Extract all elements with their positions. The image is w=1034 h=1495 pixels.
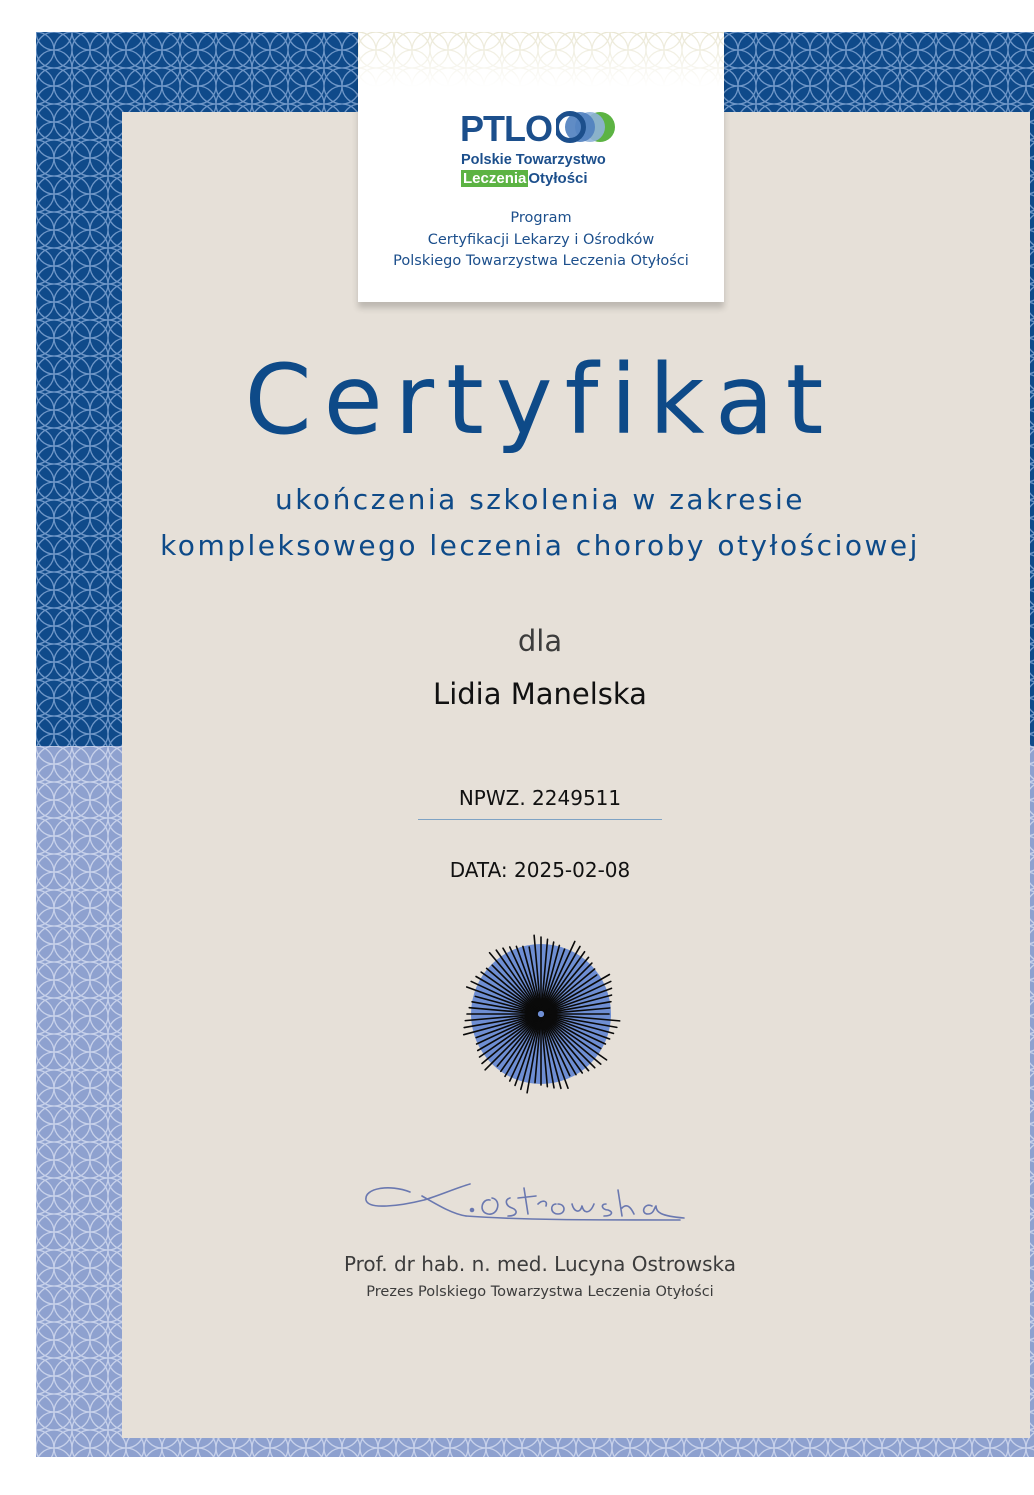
logo-org-rest: Otyłości xyxy=(528,170,588,187)
program-line2: Certyfikacji Lekarzy i Ośrodków xyxy=(427,232,655,248)
logo-mark: PTLO xyxy=(460,108,552,149)
program-line3: Polskiego Towarzystwa Leczenia Otyłości xyxy=(393,253,689,269)
for-label: dla xyxy=(517,624,563,658)
recipient-name: Lidia Manelska xyxy=(433,677,647,711)
certificate-date: DATA: 2025-02-08 xyxy=(449,858,631,882)
certificate-subtitle-line1: ukończenia szkolenia w zakresie xyxy=(274,483,806,516)
certificate-title: Certyfikat xyxy=(244,344,836,456)
npwz-underline xyxy=(418,819,662,820)
certificate-panel xyxy=(122,112,1030,1438)
program-line1: Program xyxy=(510,210,572,226)
logo-org-highlight: Leczenia xyxy=(463,170,527,187)
starburst-seal-icon xyxy=(452,925,630,1103)
signer-name: Prof. dr hab. n. med. Lucyna Ostrowska xyxy=(343,1252,737,1276)
ptlo-logo-circles-icon xyxy=(556,110,620,144)
npwz-number: NPWZ. 2249511 xyxy=(458,786,622,810)
signer-role: Prezes Polskiego Towarzystwa Leczenia Otyłości xyxy=(366,1284,714,1300)
logo-org-line2 xyxy=(461,170,588,187)
certificate-subtitle-line2: kompleksowego leczenia choroby otyłościowej xyxy=(160,529,920,562)
logo-card-pattern xyxy=(358,32,724,87)
logo-org-line1: Polskie Towarzystwo xyxy=(461,152,606,168)
signature xyxy=(360,1170,690,1230)
